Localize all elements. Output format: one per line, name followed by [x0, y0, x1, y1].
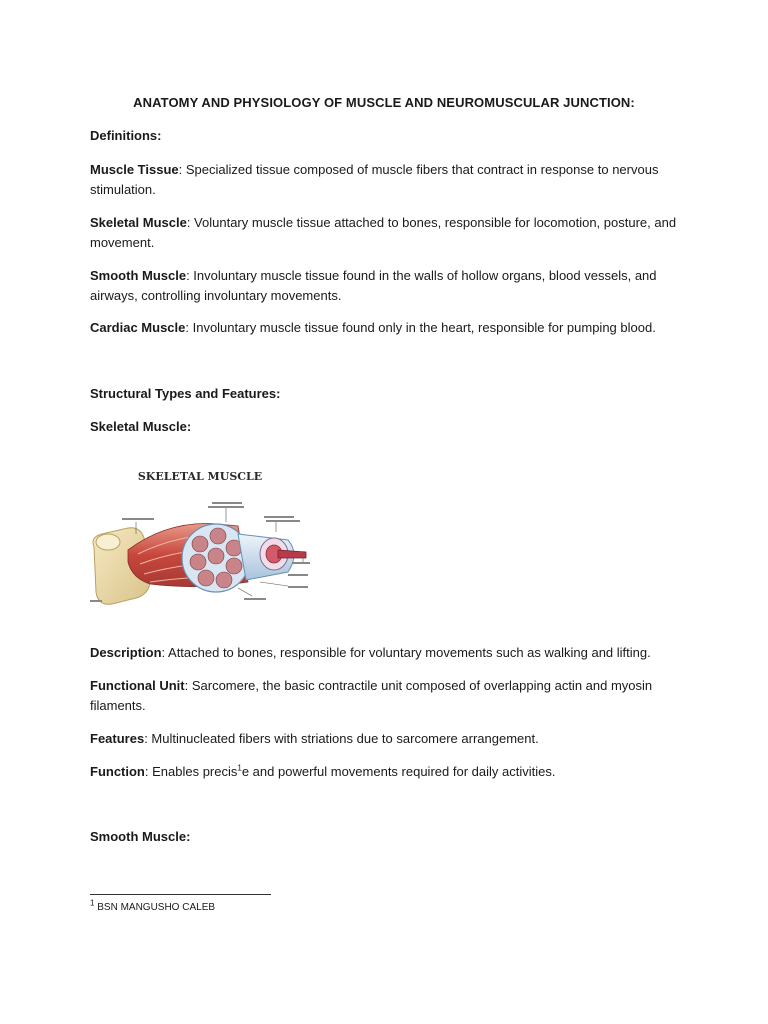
figure-title: SKELETAL MUSCLE — [137, 470, 263, 483]
skeletal-muscle-heading: Skeletal Muscle: — [90, 419, 192, 434]
skeletal-function — [90, 762, 680, 782]
detail-text: : Sarcomere, the basic contractile unit composed of overlapping actin and myosin filaments. — [90, 678, 653, 713]
definition-cardiac-muscle — [90, 318, 680, 338]
footnote-mark: 1 — [90, 898, 95, 908]
definition-text: : Involuntary muscle tissue found in the walls of hollow organs, blood vessels, and airways, controlling involuntary movements. — [90, 268, 657, 303]
footnote — [90, 898, 216, 913]
skeletal-muscle-figure — [88, 462, 318, 612]
definition-muscle-tissue — [90, 160, 680, 200]
detail-term: Description — [90, 645, 162, 660]
skeletal-features — [90, 729, 680, 749]
definition-smooth-muscle — [90, 266, 680, 306]
detail-term: Function — [90, 764, 145, 779]
footnote-text: BSN MANGUSHO CALEB — [94, 902, 216, 913]
detail-term: Functional Unit — [90, 678, 185, 693]
definition-text: : Voluntary muscle tissue attached to bones, responsible for locomotion, posture, and movement. — [90, 215, 677, 250]
document-title: ANATOMY AND PHYSIOLOGY OF MUSCLE AND NEUROMUSCULAR JUNCTION: — [133, 95, 635, 110]
definition-term: Smooth Muscle — [90, 268, 187, 283]
detail-text: : Enables precis — [144, 764, 238, 779]
definition-term: Muscle Tissue — [90, 162, 179, 177]
definitions-heading: Definitions: — [90, 128, 162, 143]
detail-term: Features — [90, 731, 145, 746]
definition-term: Skeletal Muscle — [90, 215, 187, 230]
smooth-muscle-heading: Smooth Muscle: — [90, 829, 191, 844]
footnote-reference[interactable]: 1 — [237, 763, 242, 773]
definition-skeletal-muscle — [90, 213, 680, 253]
skeletal-muscle-illustration — [88, 462, 318, 612]
definition-text: : Specialized tissue composed of muscle fibers that contract in response to nervous stimulation. — [90, 162, 659, 197]
detail-text: : Attached to bones, responsible for voluntary movements such as walking and lifting. — [161, 645, 651, 660]
structural-types-heading: Structural Types and Features: — [90, 386, 281, 401]
detail-text: e and powerful movements required for daily activities. — [241, 764, 556, 779]
footnote-separator — [90, 894, 271, 895]
definition-term: Cardiac Muscle — [90, 320, 186, 335]
definition-text: : Involuntary muscle tissue found only in the heart, responsible for pumping blood. — [185, 320, 656, 335]
skeletal-description — [90, 643, 680, 663]
detail-text: : Multinucleated fibers with striations due to sarcomere arrangement. — [144, 731, 539, 746]
skeletal-functional-unit — [90, 676, 680, 716]
